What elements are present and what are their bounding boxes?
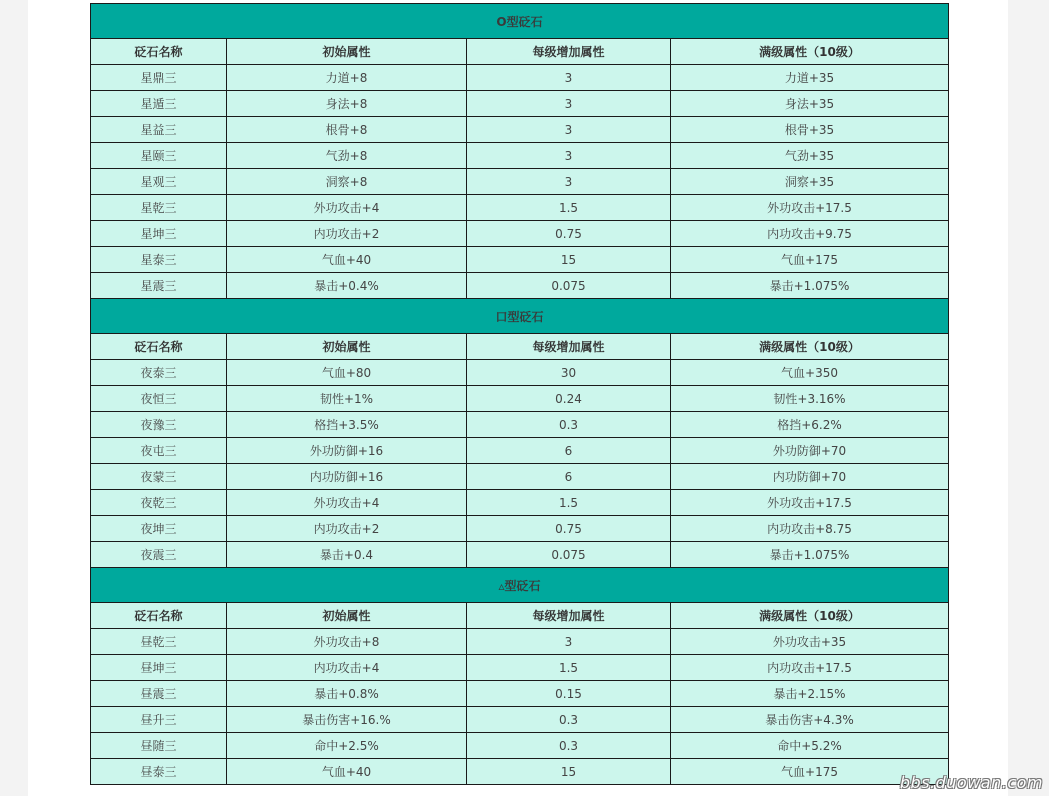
section-title: ▵型砭石 [91,568,949,603]
cell-initial-attr: 内功攻击+2 [227,516,467,542]
cell-initial-attr: 命中+2.5% [227,733,467,759]
column-header-row [91,39,949,65]
cell-per-level-attr: 0.75 [467,516,671,542]
cell-per-level-attr: 0.3 [467,412,671,438]
table-row [91,65,949,91]
table-row [91,464,949,490]
section-title-row [91,568,949,603]
cell-initial-attr: 气血+40 [227,247,467,273]
cell-stone-name: 夜屯三 [91,438,227,464]
cell-per-level-attr: 0.075 [467,273,671,299]
cell-stone-name: 星鼎三 [91,65,227,91]
section-title-row [91,299,949,334]
cell-initial-attr: 洞察+8 [227,169,467,195]
cell-max-attr: 外功攻击+17.5 [671,490,949,516]
cell-max-attr: 内功攻击+8.75 [671,516,949,542]
column-header-per-level-attr: 每级增加属性 [467,334,671,360]
cell-stone-name: 星观三 [91,169,227,195]
cell-stone-name: 星乾三 [91,195,227,221]
cell-max-attr: 气血+175 [671,759,949,785]
table-row [91,143,949,169]
cell-initial-attr: 暴击+0.4 [227,542,467,568]
cell-per-level-attr: 1.5 [467,490,671,516]
cell-stone-name: 夜豫三 [91,412,227,438]
cell-initial-attr: 外功攻击+4 [227,490,467,516]
cell-max-attr: 根骨+35 [671,117,949,143]
cell-max-attr: 身法+35 [671,91,949,117]
table-row [91,733,949,759]
table-row [91,516,949,542]
cell-max-attr: 气血+175 [671,247,949,273]
cell-per-level-attr: 15 [467,759,671,785]
column-header-max-attr: 满级属性（10级） [671,39,949,65]
cell-stone-name: 夜震三 [91,542,227,568]
cell-per-level-attr: 3 [467,91,671,117]
column-header-per-level-attr: 每级增加属性 [467,603,671,629]
cell-max-attr: 暴击+1.075% [671,273,949,299]
table-row [91,386,949,412]
section-title: 口型砭石 [91,299,949,334]
cell-per-level-attr: 0.75 [467,221,671,247]
cell-initial-attr: 根骨+8 [227,117,467,143]
column-header-initial-attr: 初始属性 [227,603,467,629]
cell-per-level-attr: 6 [467,438,671,464]
cell-max-attr: 暴击+2.15% [671,681,949,707]
table-row [91,169,949,195]
table-row [91,681,949,707]
cell-stone-name: 星颐三 [91,143,227,169]
cell-initial-attr: 内功攻击+4 [227,655,467,681]
table-row [91,117,949,143]
table-row [91,221,949,247]
cell-max-attr: 气血+350 [671,360,949,386]
cell-initial-attr: 格挡+3.5% [227,412,467,438]
column-header-stone-name: 砭石名称 [91,334,227,360]
cell-initial-attr: 外功防御+16 [227,438,467,464]
cell-initial-attr: 外功攻击+4 [227,195,467,221]
table-row [91,629,949,655]
cell-stone-name: 星坤三 [91,221,227,247]
cell-max-attr: 力道+35 [671,65,949,91]
cell-max-attr: 格挡+6.2% [671,412,949,438]
table-row [91,759,949,785]
cell-max-attr: 暴击伤害+4.3% [671,707,949,733]
table-row [91,707,949,733]
column-header-stone-name: 砭石名称 [91,39,227,65]
table-row [91,273,949,299]
cell-stone-name: 星益三 [91,117,227,143]
cell-per-level-attr: 0.3 [467,707,671,733]
cell-per-level-attr: 0.24 [467,386,671,412]
cell-max-attr: 内功防御+70 [671,464,949,490]
column-header-per-level-attr: 每级增加属性 [467,39,671,65]
cell-initial-attr: 气劲+8 [227,143,467,169]
cell-stone-name: 星震三 [91,273,227,299]
cell-initial-attr: 身法+8 [227,91,467,117]
cell-max-attr: 洞察+35 [671,169,949,195]
cell-stone-name: 昼泰三 [91,759,227,785]
cell-initial-attr: 暴击+0.4% [227,273,467,299]
table-row [91,438,949,464]
table-row [91,412,949,438]
cell-stone-name: 夜泰三 [91,360,227,386]
cell-max-attr: 内功攻击+17.5 [671,655,949,681]
cell-initial-attr: 内功防御+16 [227,464,467,490]
cell-max-attr: 外功攻击+17.5 [671,195,949,221]
cell-stone-name: 昼坤三 [91,655,227,681]
cell-stone-name: 夜坤三 [91,516,227,542]
cell-per-level-attr: 6 [467,464,671,490]
cell-stone-name: 昼乾三 [91,629,227,655]
table-row [91,91,949,117]
cell-initial-attr: 暴击+0.8% [227,681,467,707]
cell-max-attr: 韧性+3.16% [671,386,949,412]
cell-per-level-attr: 15 [467,247,671,273]
cell-per-level-attr: 1.5 [467,655,671,681]
cell-per-level-attr: 3 [467,629,671,655]
stone-attributes-table [90,3,949,785]
cell-max-attr: 外功攻击+35 [671,629,949,655]
cell-stone-name: 夜蒙三 [91,464,227,490]
cell-initial-attr: 暴击伤害+16.% [227,707,467,733]
watermark: bbs.duowan.com [899,773,1043,792]
cell-stone-name: 昼震三 [91,681,227,707]
cell-per-level-attr: 0.075 [467,542,671,568]
cell-max-attr: 暴击+1.075% [671,542,949,568]
column-header-initial-attr: 初始属性 [227,334,467,360]
cell-max-attr: 气劲+35 [671,143,949,169]
cell-initial-attr: 韧性+1% [227,386,467,412]
cell-initial-attr: 力道+8 [227,65,467,91]
cell-initial-attr: 气血+80 [227,360,467,386]
column-header-row [91,603,949,629]
cell-max-attr: 命中+5.2% [671,733,949,759]
cell-initial-attr: 气血+40 [227,759,467,785]
table-row [91,195,949,221]
cell-per-level-attr: 1.5 [467,195,671,221]
stone-table-container [90,3,948,785]
table-row [91,490,949,516]
cell-max-attr: 内功攻击+9.75 [671,221,949,247]
table-row [91,542,949,568]
cell-max-attr: 外功防御+70 [671,438,949,464]
cell-per-level-attr: 3 [467,117,671,143]
cell-stone-name: 星泰三 [91,247,227,273]
table-row [91,247,949,273]
cell-stone-name: 昼升三 [91,707,227,733]
section-title: O型砭石 [91,4,949,39]
column-header-max-attr: 满级属性（10级） [671,334,949,360]
cell-stone-name: 夜乾三 [91,490,227,516]
section-title-row [91,4,949,39]
cell-initial-attr: 内功攻击+2 [227,221,467,247]
cell-per-level-attr: 0.15 [467,681,671,707]
cell-per-level-attr: 3 [467,143,671,169]
column-header-max-attr: 满级属性（10级） [671,603,949,629]
cell-stone-name: 夜恒三 [91,386,227,412]
cell-initial-attr: 外功攻击+8 [227,629,467,655]
cell-per-level-attr: 0.3 [467,733,671,759]
table-row [91,655,949,681]
column-header-stone-name: 砭石名称 [91,603,227,629]
cell-per-level-attr: 30 [467,360,671,386]
table-row [91,360,949,386]
cell-per-level-attr: 3 [467,169,671,195]
column-header-initial-attr: 初始属性 [227,39,467,65]
cell-stone-name: 星遁三 [91,91,227,117]
column-header-row [91,334,949,360]
cell-stone-name: 昼随三 [91,733,227,759]
cell-per-level-attr: 3 [467,65,671,91]
